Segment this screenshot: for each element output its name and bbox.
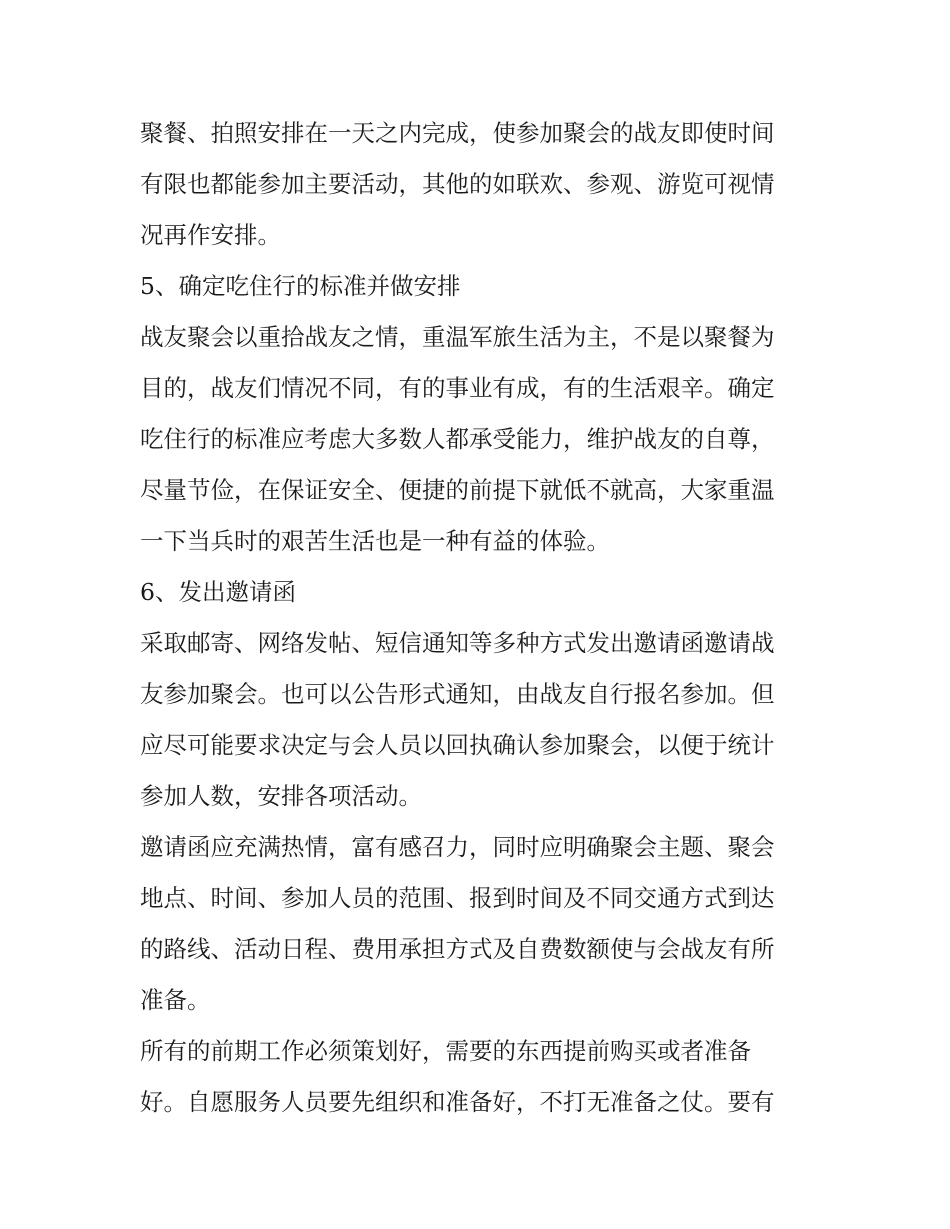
text-line: 况再作安排。	[140, 221, 281, 249]
text-line: 吃住行的标准应考虑大多数人都承受能力，维护战友的自尊，	[140, 425, 775, 453]
section-heading-5: 5、确定吃住行的标准并做安排	[140, 272, 461, 300]
text-line: 采取邮寄、网络发帖、短信通知等多种方式发出邀请函邀请战	[140, 629, 775, 657]
text-line: 准备。	[140, 986, 211, 1014]
text-line: 友参加聚会。也可以公告形式通知，由战友自行报名参加。但	[140, 680, 775, 708]
section-heading-6: 6、发出邀请函	[140, 578, 296, 606]
text-line: 战友聚会以重拾战友之情，重温军旅生活为主，不是以聚餐为	[140, 323, 775, 351]
text-line: 有限也都能参加主要活动，其他的如联欢、参观、游览可视情	[140, 170, 775, 198]
text-line: 的路线、活动日程、费用承担方式及自费数额使与会战友有所	[140, 935, 775, 963]
body-text	[140, 108, 820, 1128]
text-line: 邀请函应充满热情，富有感召力，同时应明确聚会主题、聚会	[140, 833, 775, 861]
text-line: 应尽可能要求决定与会人员以回执确认参加聚会，以便于统计	[140, 731, 775, 759]
text-line: 一下当兵时的艰苦生活也是一种有益的体验。	[140, 527, 610, 555]
text-line: 地点、时间、参加人员的范围、报到时间及不同交通方式到达	[140, 884, 775, 912]
text-line: 尽量节俭，在保证安全、便捷的前提下就低不就高，大家重温	[140, 476, 775, 504]
text-line: 所有的前期工作必须策划好，需要的东西提前购买或者准备	[140, 1037, 751, 1065]
text-line: 目的，战友们情况不同，有的事业有成，有的生活艰辛。确定	[140, 374, 775, 402]
text-line: 参加人数，安排各项活动。	[140, 782, 422, 810]
text-line: 聚餐、拍照安排在一天之内完成，使参加聚会的战友即使时间	[140, 119, 775, 147]
text-line: 好。自愿服务人员要先组织和准备好，不打无准备之仗。要有	[140, 1088, 775, 1116]
